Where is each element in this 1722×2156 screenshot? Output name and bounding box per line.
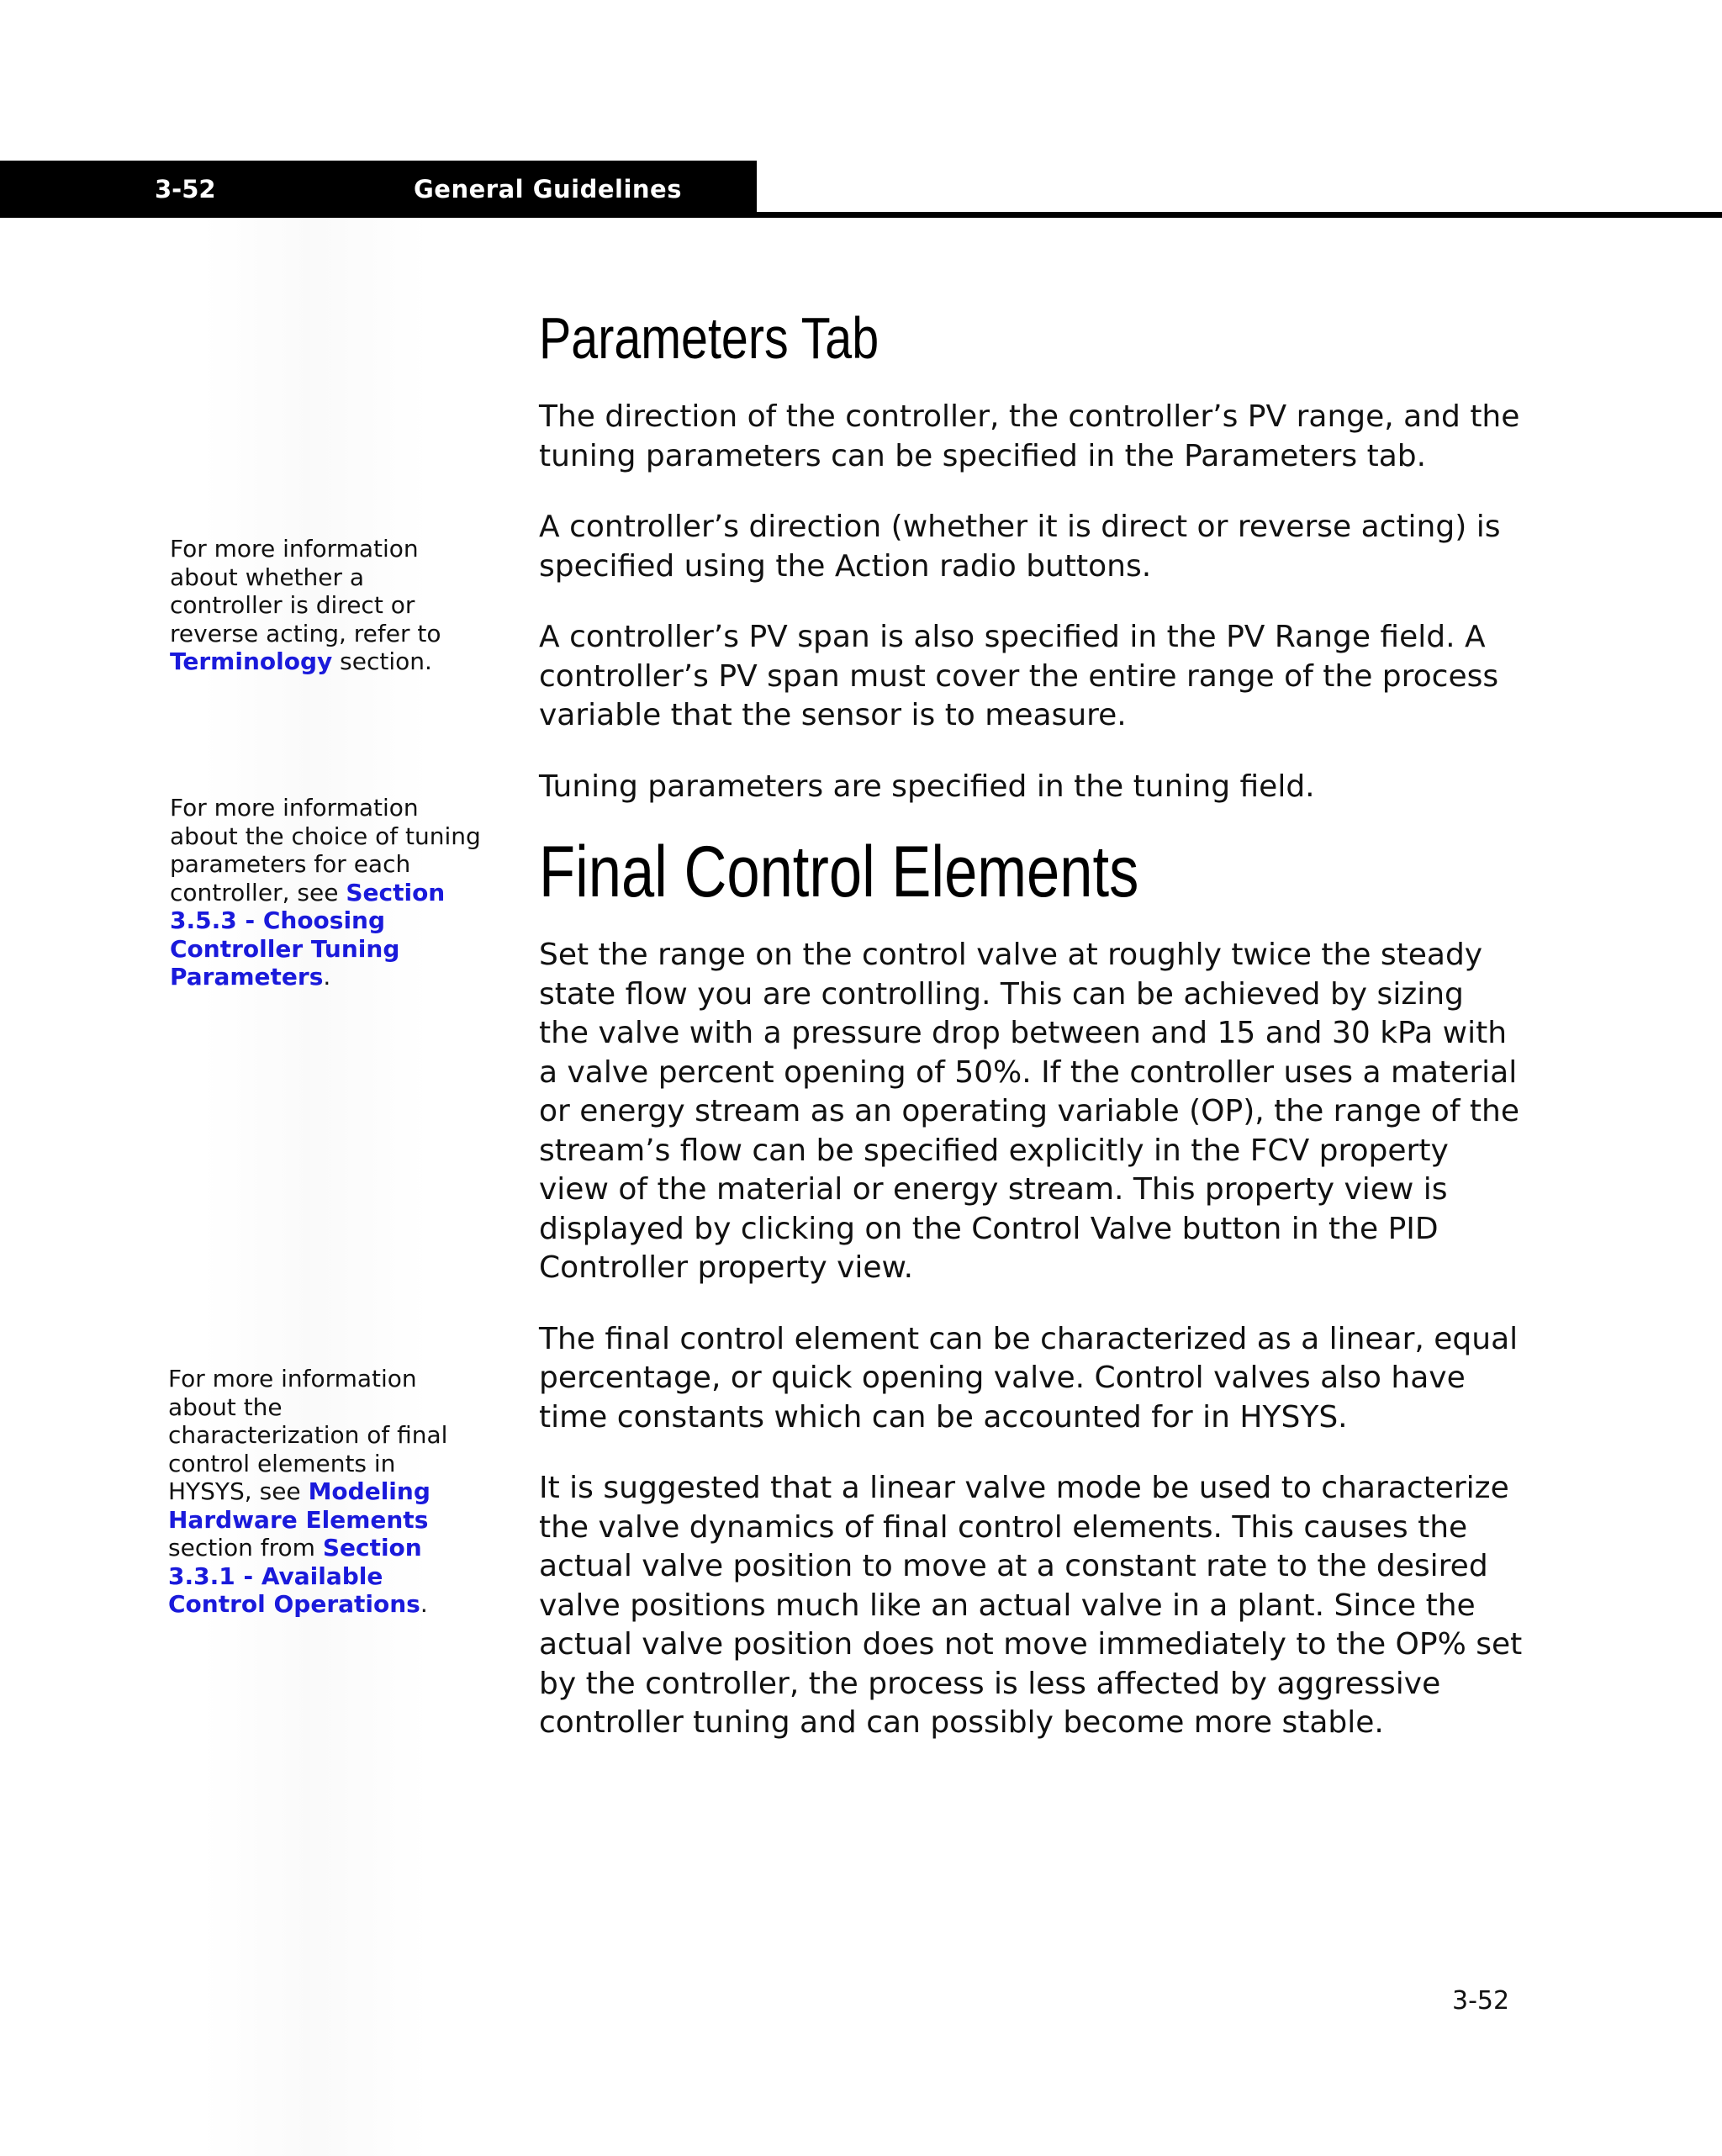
sidenote-tuning — [170, 794, 489, 991]
sidenote-terminology — [170, 535, 473, 676]
sidenote-text: For more information about whether a controller is direct or reverse acting, refer to — [170, 535, 441, 647]
paragraph: A controller’s PV span is also specified in the PV Range field. A controller’s PV span must cover the entire range of the process variable that the sensor is to measure. — [539, 620, 1499, 732]
section-3-5-3-link[interactable]: Section 3.5.3 - Choosing Controller Tuning Parameters — [170, 878, 446, 991]
sidenote-text: . — [323, 963, 331, 991]
sidenote-text: For more information about the characterization of final control elements in HYSYS, see — [168, 1365, 448, 1505]
paragraph: It is suggested that a linear valve mode be used to characterize the valve dynamics of final control elements. This causes the actual valve position to move at a constant rate to the desired valve positions much like an actual valve in a plant. Since the actual valve position does not move immediately to the OP% set by the controller, the process is less affected by aggressive controller tuning and can possibly become more stable. — [539, 1471, 1523, 1740]
heading-final-control-elements: Final Control Elements — [539, 832, 1139, 912]
sidenote-characterization — [168, 1365, 458, 1619]
paragraph: A controller’s direction (whether it is direct or reverse acting) is specified using the Action radio buttons. — [539, 510, 1501, 584]
section-3-3-1-link[interactable]: Section 3.3.1 - Available Control Operations — [168, 1534, 422, 1618]
main-content — [539, 303, 1523, 1743]
paragraph: The direction of the controller, the controller’s PV range, and the tuning parameters can be specified in the Parameters tab. — [539, 399, 1520, 473]
sidenote-text: section. — [332, 647, 432, 675]
chapter-title: General Guidelines — [414, 175, 682, 203]
sidenote-text: . — [420, 1590, 428, 1618]
sidenote-text: For more information about the choice of tuning parameters for each controller, see — [170, 794, 481, 906]
paragraph: Set the range on the control valve at roughly twice the steady state flow you are controlling. This can be achieved by sizing the valve with a pressure drop between and 15 and 30 kPa with a valve percent opening of 50%. If the controller uses a material or energy stream as an operating variable (OP), the range of the stream’s flow can be specified explicitly in the FCV property view of the material or energy stream. This property view is displayed by clicking on the Control Valve button in the PID Controller property view. — [539, 938, 1520, 1285]
paragraph: Tuning parameters are specified in the tuning field. — [539, 769, 1315, 804]
heading-parameters-tab: Parameters Tab — [539, 305, 879, 371]
modeling-hardware-elements-link[interactable]: Modeling Hardware Elements — [168, 1477, 430, 1534]
header-page-number: 3-52 — [155, 175, 216, 203]
footer-page-number: 3-52 — [1452, 1986, 1510, 2016]
terminology-link[interactable]: Terminology — [170, 647, 333, 675]
sidebar-shading — [202, 218, 429, 2156]
paragraph: The final control element can be characterized as a linear, equal percentage, or quick opening valve. Control valves also have time constants which can be accounted for in HYSYS. — [539, 1321, 1519, 1435]
header-rule — [0, 212, 1722, 218]
sidenote-text: section from — [168, 1534, 323, 1562]
